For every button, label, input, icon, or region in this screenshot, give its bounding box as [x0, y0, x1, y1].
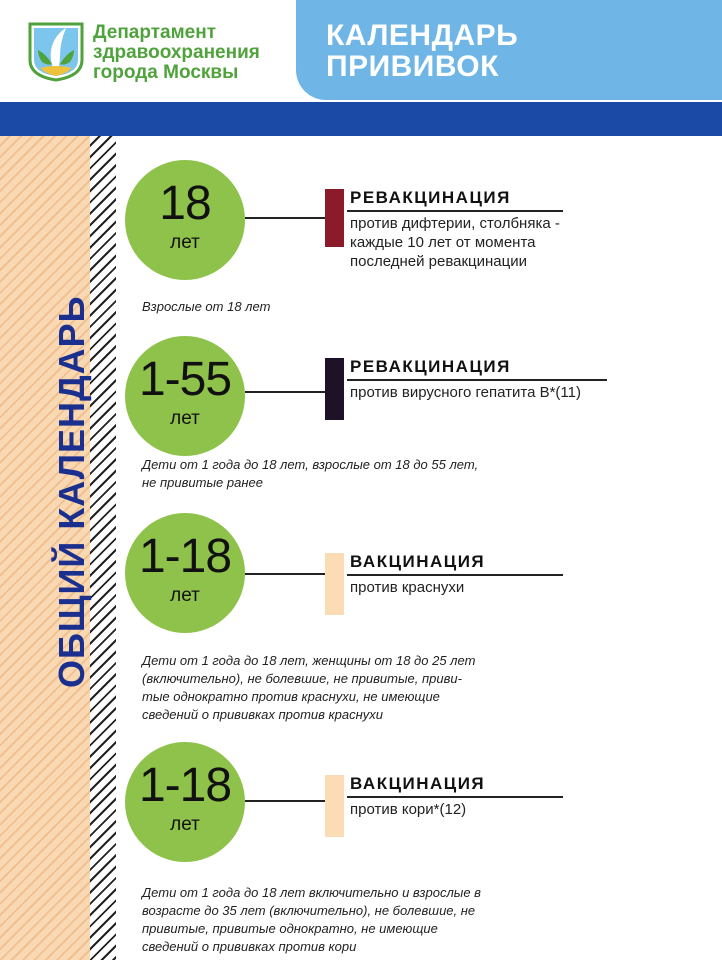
title-banner: [296, 0, 722, 100]
age-value: 18: [159, 177, 211, 230]
marker-bar: [325, 553, 344, 615]
department-line: здравоохранения: [93, 42, 260, 63]
title-underline: [347, 210, 563, 212]
note-line: Дети от 1 года до 18 лет, женщины от 18 до 25 лет: [142, 653, 476, 668]
header: [0, 0, 722, 102]
header-stripe: [0, 102, 722, 136]
marker-bar: [325, 189, 344, 247]
note-line: Дети от 1 года до 18 лет включительно и взрослые в: [142, 885, 481, 900]
description-line: против краснухи: [350, 579, 465, 596]
target-group-note: [142, 298, 270, 316]
age-value: 1-18: [138, 530, 232, 583]
department-line: города Москвы: [93, 62, 239, 83]
page-title-line: КАЛЕНДАРЬ: [326, 19, 519, 52]
age-unit: лет: [170, 814, 200, 835]
age-unit: лет: [170, 408, 200, 429]
note-line: привитые, привитые однократно, не имеющие: [142, 921, 438, 936]
vaccination-type: РЕВАКЦИНАЦИЯ: [350, 188, 511, 207]
department-name: [93, 23, 260, 83]
target-group-note: [142, 456, 478, 492]
title-underline: [347, 796, 563, 798]
vaccination-description: [350, 214, 560, 271]
marker-bar: [325, 775, 344, 837]
age-circle: [125, 742, 245, 862]
note-line: тые однократно против краснухи, не имеющие: [142, 689, 440, 704]
vaccination-type: ВАКЦИНАЦИЯ: [350, 552, 486, 571]
vaccination-description: [350, 578, 464, 597]
title-underline: [347, 574, 563, 576]
connector-line: [245, 573, 325, 575]
moscow-health-department-logo-icon: [26, 20, 86, 82]
age-unit: лет: [170, 232, 200, 253]
connector-line: [245, 800, 325, 802]
connector-line: [245, 217, 325, 219]
page-title-line: ПРИВИВОК: [326, 50, 499, 83]
vaccination-type: РЕВАКЦИНАЦИЯ: [350, 357, 511, 376]
description-line: каждые 10 лет от момента: [350, 234, 536, 251]
note-line: (включительно), не болевшие, не привитые, приви-: [142, 671, 462, 686]
vaccination-type: ВАКЦИНАЦИЯ: [350, 774, 486, 793]
note-line: не привитые ранее: [142, 475, 263, 490]
description-line: против кори*(12): [350, 801, 467, 818]
note-line: Взрослые от 18 лет: [142, 299, 271, 314]
age-circle: [125, 160, 245, 280]
sidebar-label: ОБЩИЙ КАЛЕНДАРЬ: [51, 295, 92, 688]
page-title: [326, 20, 518, 82]
note-line: сведений о прививках против краснухи: [142, 707, 384, 722]
age-value: 1-18: [138, 759, 232, 812]
connector-line: [245, 391, 325, 393]
description-line: последней ревакцинации: [350, 253, 527, 270]
department-line: Департамент: [93, 22, 217, 43]
note-line: Дети от 1 года до 18 лет, взрослые от 18 до 55 лет,: [142, 457, 479, 472]
sidebar-hatch-dark: [90, 136, 116, 960]
note-line: возрасте до 35 лет (включительно), не болевшие, не: [142, 903, 476, 918]
sidebar: [0, 136, 116, 960]
age-value: 1-55: [138, 353, 232, 406]
vaccination-description: [350, 383, 581, 402]
marker-bar: [325, 358, 344, 420]
note-line: сведений о прививках против кори: [142, 939, 357, 954]
description-line: против вирусного гепатита В*(11): [350, 384, 581, 401]
target-group-note: [142, 884, 481, 956]
age-circle: [125, 336, 245, 456]
age-circle: [125, 513, 245, 633]
age-unit: лет: [170, 585, 200, 606]
description-line: против дифтерии, столбняка -: [350, 215, 560, 232]
target-group-note: [142, 652, 475, 724]
title-underline: [347, 379, 607, 381]
vaccination-description: [350, 800, 466, 819]
